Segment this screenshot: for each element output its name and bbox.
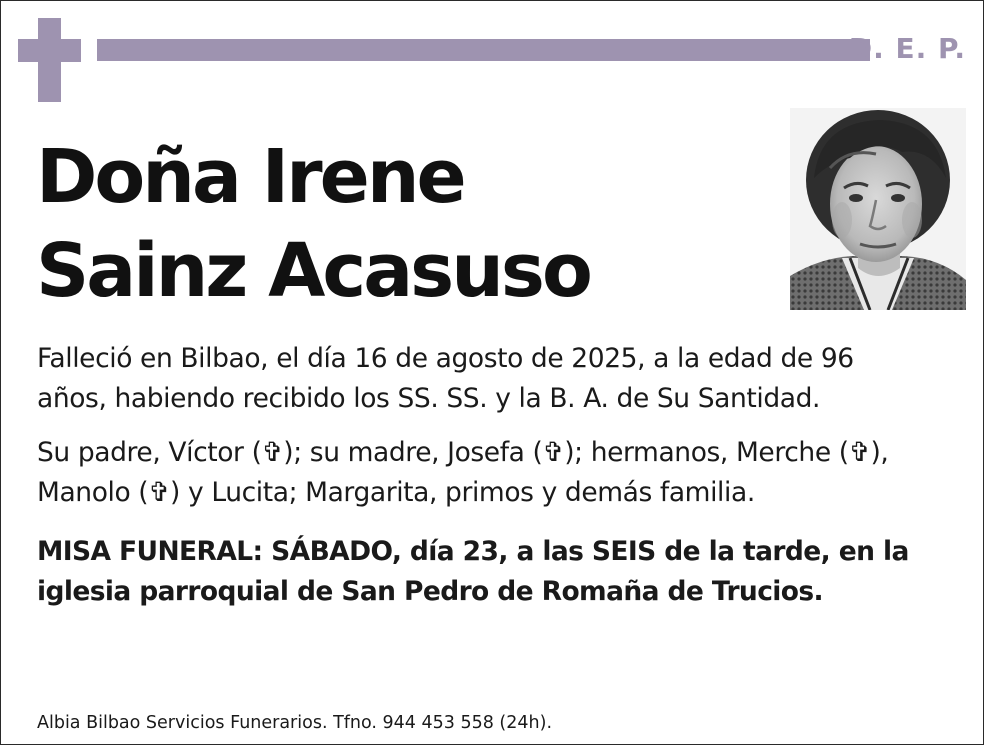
family-list-line-1: Su padre, Víctor (✞); su madre, Josefa (✞); hermanos, Merche (✞), — [37, 437, 889, 468]
funeral-mass-notice — [37, 532, 909, 612]
funeral-mass-line-2: iglesia parroquial de San Pedro de Romaña de Trucios. — [37, 576, 824, 607]
family-list — [37, 433, 888, 513]
header-divider-bar — [97, 39, 870, 61]
funeral-mass-line-1: MISA FUNERAL: SÁBADO, día 23, a las SEIS de la tarde, en la — [37, 536, 909, 567]
funeral-home-contact: Albia Bilbao Servicios Funerarios. Tfno. 944 453 558 (24h). — [37, 713, 553, 733]
death-announcement-line-1: Falleció en Bilbao, el día 16 de agosto de 2025, a la edad de 96 — [37, 343, 854, 374]
deceased-name-line-2: Sainz Acasuso — [36, 228, 590, 314]
death-announcement-line-2: años, habiendo recibido los SS. SS. y la B. A. de Su Santidad. — [37, 383, 821, 414]
death-announcement — [37, 339, 854, 419]
family-list-line-2: Manolo (✞) y Lucita; Margarita, primos y demás familia. — [37, 477, 755, 508]
deceased-name-line-1: Doña Irene — [36, 134, 464, 220]
latin-cross-icon — [18, 18, 81, 102]
dep-label: D. E. P. — [848, 32, 966, 65]
portrait-photo — [790, 108, 966, 310]
deceased-name — [36, 130, 590, 318]
